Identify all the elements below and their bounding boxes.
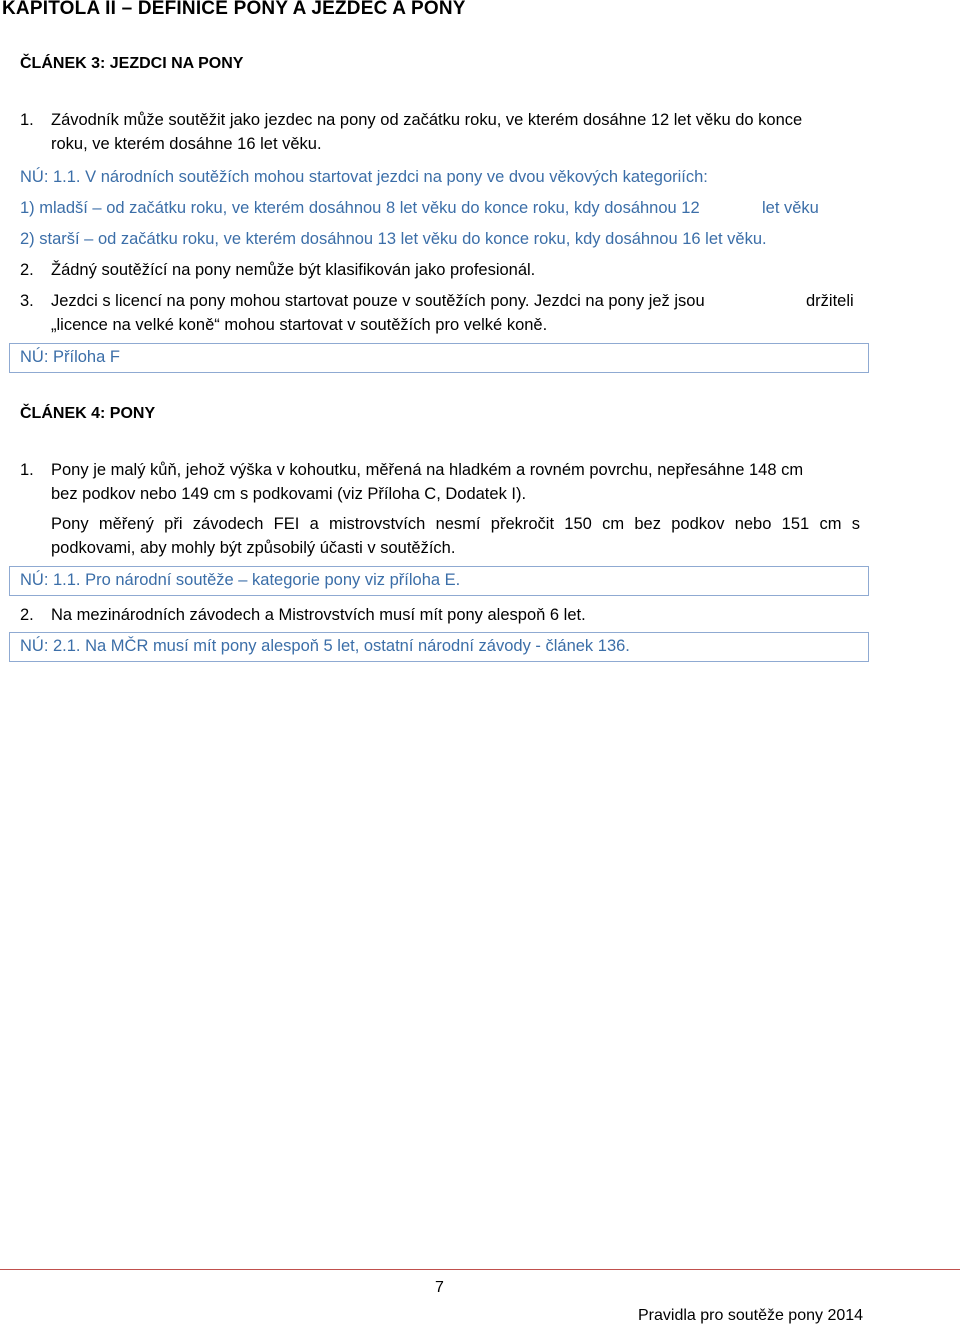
nu-annex-f-box: NÚ: Příloha F (9, 343, 869, 373)
article-3-item-1 (20, 108, 802, 132)
item-number: 1. (20, 461, 34, 479)
item-number: 3. (20, 292, 34, 310)
article-3-title: ČLÁNEK 3: JEZDCI NA PONY (20, 55, 244, 72)
younger-category-line-end: let věku (762, 199, 819, 217)
article-3-item-1-cont: roku, ve kterém dosáhne 16 let věku. (51, 135, 322, 153)
item-text: Jezdci s licencí na pony mohou startovat pouze v soutěžích pony. Jezdci na pony jež jsou (51, 292, 705, 310)
item-text: Závodník může soutěžit jako jezdec na pony od začátku roku, ve kterém dosáhne 12 let věku do konce (51, 111, 803, 129)
item-number: 2. (20, 261, 34, 279)
article-4-title: ČLÁNEK 4: PONY (20, 405, 156, 422)
article-3-item-3 (20, 289, 705, 313)
article-3-item-3-cont: „licence na velké koně“ mohou startovat v soutěžích pro velké koně. (51, 316, 548, 334)
nu-1-1-text: V národních soutěžích mohou startovat jezdci na pony ve dvou věkových kategoriích: (80, 168, 708, 186)
fei-height-paragraph-cont: podkovami, aby mohly být způsobilý účasti v soutěžích. (51, 539, 456, 557)
item-text: Pony je malý kůň, jehož výška v kohoutku, měřená na hladkém a rovném povrchu, nepřesáhne 148 cm (51, 461, 804, 479)
article-4-item-1-cont: bez podkov nebo 149 cm s podkovami (viz Příloha C, Dodatek I). (51, 485, 527, 503)
article-4-item-1 (20, 458, 803, 482)
chapter-title: KAPITOLA II – DEFINICE PONY A JEZDEC A PONY (2, 0, 466, 19)
article-4-item-2 (20, 603, 586, 627)
nu-1-1-prefix: NÚ: 1.1. (20, 168, 81, 186)
article-3-item-3-end: držiteli (806, 292, 854, 310)
footer-doc-title: Pravidla pro soutěže pony 2014 (638, 1307, 864, 1324)
item-number: 2. (20, 606, 34, 624)
fei-height-paragraph: Pony měřený při závodech FEI a mistrovstvích nesmí překročit 150 cm bez podkov nebo 151 cm s (51, 515, 860, 533)
item-number: 1. (20, 111, 34, 129)
nu-1-1-paragraph (20, 165, 708, 189)
footer-divider (0, 1269, 960, 1270)
article-3-item-2 (20, 258, 535, 282)
younger-category-line: 1) mladší – od začátku roku, ve kterém dosáhnou 8 let věku do konce roku, kdy dosáhnou 12 (20, 199, 700, 217)
page-number: 7 (435, 1279, 444, 1296)
item-text: Na mezinárodních závodech a Mistrovstvích musí mít pony alespoň 6 let. (51, 606, 586, 624)
older-category-line: 2) starší – od začátku roku, ve kterém dosáhnou 13 let věku do konce roku, kdy dosáhnou 16 let věku. (20, 230, 767, 248)
nu-2-1-mcr-box: NÚ: 2.1. Na MČR musí mít pony alespoň 5 let, ostatní národní závody - článek 136. (9, 632, 869, 662)
nu-1-1-national-box: NÚ: 1.1. Pro národní soutěže – kategorie pony viz příloha E. (9, 566, 869, 596)
item-text: Žádný soutěžící na pony nemůže být klasifikován jako profesionál. (51, 261, 536, 279)
